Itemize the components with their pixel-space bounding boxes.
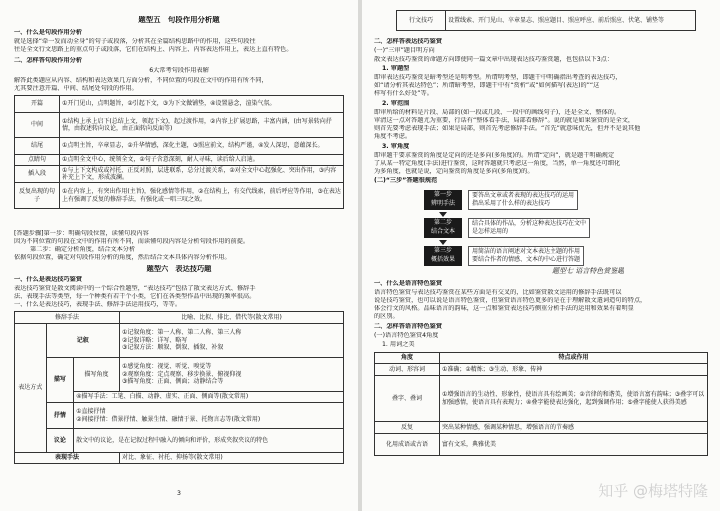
table-cell: 散文中的议论，是在记叙过程中融入的倾向和评价，形成夹叙夹议的特色	[74, 429, 344, 453]
table-cell: ①开门见山，点明题旨，②引起下文，③为下文做铺垫，④设置悬念，渲染气氛。	[60, 96, 344, 113]
expression-skills-table	[14, 311, 344, 464]
table-cell: 反复	[375, 422, 440, 434]
step-two-tag: 第二步 结合文本	[424, 218, 462, 238]
table-cell: ①与上下文构成或衬托、正反对照，层进联系，总分过渡关系，②对全文中心起强化、突出作用，③内容补充上下文，形成波澜。	[60, 166, 344, 183]
step-three-text: 用简洁的语言阐述对文本表达主题的作用 要结合作者的情感、文本的中心进行答题	[468, 246, 584, 266]
section-title: 一、什么是句段作用分析	[14, 29, 83, 36]
table-cell: ①感觉角度：视觉、听觉、嗅觉等 ②观察角度：定点观察、移步换景、俯视仰视 ③描写角度：正面、侧面；动静结合等	[120, 358, 344, 392]
table-cell: 反复出现的句子	[15, 183, 60, 209]
table-cell: 描写	[46, 358, 74, 403]
paragraph-line: 即审表达技巧鉴赏是暗考型还是明考型。所谓明考型，即题干中明确指出考查的表达技巧，	[374, 74, 622, 81]
paragraph-line: 即审题干要求鉴赏的角度是定向的还是多向(多角度)的。所谓“定向”，就是题干明确规定	[374, 152, 615, 159]
section-title: 一、什么是表达技巧鉴赏	[14, 276, 83, 283]
table-cell: ①增强语言的生动性、形象性，使语言具有绘画美；②音律的和谐美，使语言富有韵味；③叠字可以加强感情，使语言具有表现力；④叠字能使表达强化，起到强调作用；⑤叠字能使人获得美感	[440, 376, 708, 422]
table-cell: 表达方式	[15, 324, 47, 453]
table-cell: 开篇	[15, 96, 60, 113]
table-cell: 动词、形容词	[375, 364, 440, 376]
paragraph-line: 因为不同位置的句段在文中的作用有所不同，而读懂句段内容是分析句段作用的前提。	[14, 238, 250, 245]
sentence-function-table	[14, 95, 344, 209]
table-cell: 描写角度	[74, 358, 120, 392]
right-page	[362, 0, 720, 511]
table-cell: 特点或作用	[440, 353, 708, 364]
table-cell: 突出某种情感，强调某种情思，增强语言的节奏感	[440, 422, 708, 434]
table-cell: 行文技巧	[397, 11, 446, 31]
sub-heading: 2. 审范围	[382, 100, 410, 107]
section-title: 一、什么是语言特色鉴赏	[374, 280, 443, 287]
heading-type5: 题型五 句段作用分析题	[138, 16, 220, 24]
paragraph-line: 的区别。	[374, 313, 399, 320]
paragraph-line: 第二步：确定分析角度，结合文本分析	[30, 246, 136, 253]
step-one-tag: 第一步 辨明手法	[424, 190, 462, 210]
paragraph-line: 体会行文的风格。品味语言的韵味，这一点和鉴赏表达技巧侧重分析手法的运用和效果有着明显	[374, 305, 634, 312]
table-cell: 富有文采，典雅优美	[440, 434, 708, 456]
writing-skill-table	[396, 10, 696, 31]
paragraph-line: 则首先要考虑表现手法；如果是局部，则首先考虑修辞手法。“首先”就意味优先，但并不是说其他	[374, 125, 641, 132]
step-two-text: 结合具体的作品，分析这种表达技巧在文中 是怎样运用的	[468, 218, 590, 238]
paragraph-line: 审清这一点对答题尤为重要，行话有“整体看手法，局部看修辞”。说的就是如果鉴赏的是全文，	[374, 117, 635, 124]
paragraph-line: 了从某一特定角度(手法)进行鉴赏，这时答题就只考虑这一角度，当然，单一角度还可细化	[374, 160, 621, 167]
table-cell: 对比、象征、衬托、抑扬等(散文常用)	[120, 453, 344, 464]
paragraph-line: 依据句段位置，确定对句段作用分析的角度，然后结合文本具体内容分析作用。	[14, 254, 231, 261]
table-cell: ①准确；②精炼；③生动、形象、传神	[440, 364, 708, 376]
paragraph-line: 解答此类题应从内容、结构和表达效果几方面分析，不同位置的句段在文中的作用有所不同，	[14, 77, 268, 84]
table-cell: ①记叙角度：第一人称、第二人称、第三人称 ②记叙详略：详写、略写 ③记叙方法：顺叙、倒叙、插叙、补叙	[120, 324, 344, 358]
table-cell: 抒情	[46, 403, 74, 429]
table-cell: ①点明主旨，卒章显志，②升华情感，深化主题，③照应前文，结构严谨，④发人深思，意蕴深长。	[60, 138, 344, 155]
table-cell: 角度	[375, 353, 440, 364]
table-cell: 修辞手法	[15, 312, 120, 324]
table-cell: 比喻、比拟、排比、借代等(散文常用)	[120, 312, 344, 324]
section-title: 二、怎样答表达技巧鉴赏	[374, 38, 443, 45]
paragraph-line: 角度不考虑。	[374, 133, 412, 140]
table-cell: 记叙	[46, 324, 119, 358]
table-cell: 插入段	[15, 166, 60, 183]
paragraph-line: 即审所给的材料是片段、局部的(如一段或几段、一段中的画线句子)，还是全文、整体的。	[374, 109, 621, 116]
sub-heading: 1. 审题型	[382, 65, 410, 72]
handwritten-title: 题型七 语言特色赏鉴题	[552, 267, 625, 275]
watermark: 知乎 @梅塔特隆	[598, 482, 708, 500]
paragraph-line: 尤其要注意开篇、中间、结尾处句段的作用。	[14, 85, 138, 92]
section-title: 二、怎样答语言特色鉴赏	[374, 323, 443, 330]
table-cell: 设置线索、开门见山、卒章显志、照应题目、照应呼应、前后照应、伏笔、铺垫等	[446, 11, 696, 31]
left-page	[0, 0, 358, 511]
paragraph-line: 如“请分析其表达特色”；所谓暗考型，即题干中有“赏析”或“如何描写(表达)的”“这	[374, 82, 600, 89]
table-cell: ①在内容上，有突出作用(主旨)，强化感情等作用，②在结构上，有交代线索，前后呼应等作用，③在表达上有强调了反复的修辞手法，有强化或一唱三叹之效。	[60, 183, 344, 209]
table-cell: 化用成语或古语	[375, 434, 440, 456]
section-title: 二、怎样答句段作用分析	[14, 57, 83, 64]
paragraph-line: 样写有什么好处”等。	[374, 90, 433, 97]
sub-heading: 3. 审角度	[382, 143, 410, 150]
table-cell: ①点明全文中心，统领全文，②句子含意深刻，耐人寻味，读后给人启迪。	[60, 155, 344, 166]
down-arrow-icon	[439, 240, 447, 245]
paragraph-line: [答题步骤]第一步：明确句段位置，读懂句段内容	[14, 230, 149, 237]
paragraph-line: 说是技巧鉴赏，也可以说是语言特色鉴赏，但鉴赏语言特色更多的是在于理解散文遣词造句的特点，	[374, 297, 647, 304]
down-arrow-icon	[439, 212, 447, 217]
table-cell: 中间	[15, 113, 60, 138]
step-one-text: 要答出文章或者表现的表达技巧的运用 指出采用了什么样的表达技巧	[468, 190, 578, 210]
paragraph-line: 一、什么是表达技巧，表现手法、修辞手法运用技巧，等等。	[14, 301, 182, 308]
sub-heading: (二)“三步”答题很规范	[374, 177, 438, 184]
table-cell: ①结构上承上启下(总结上文，领起下文)，起过渡作用，②内容上扩展思路，丰富内涵，(由写景转向抒情，由叙述转向议论，由正面转向反面等)	[60, 113, 344, 138]
paragraph-line: 散文表达技巧鉴赏的命题方向即使同一篇文章中出现表达技巧鉴赏题，也包括以下3点：	[374, 56, 614, 63]
step-three-tag: 第三步 概括效果	[424, 246, 462, 266]
paragraph-line: 为多角度，也就是说，定向鉴赏的角度是多向(多角度)的。	[374, 168, 534, 175]
table-cell: ④描写手法：工笔、白描、动静、虚实、正面、侧面等(散文常用)	[74, 392, 344, 403]
paragraph-line: (一)语言特色鉴赏4角度	[374, 332, 439, 339]
word-beauty-table	[374, 352, 708, 456]
paragraph-line: 法、表现手法等类型，每一个种类有若干个小类，它们在各类型作品中出现的频率很高。	[14, 293, 256, 300]
table-caption: 6大常考句段作用表解	[149, 67, 209, 74]
table-cell: 叠字、叠词	[375, 376, 440, 422]
table-cell: 结尾	[15, 138, 60, 155]
table-cell: 议论	[46, 429, 74, 453]
table-cell: 点睛句	[15, 155, 60, 166]
paragraph-line: 往是全文行文思路上的重点句子或段落，它们在结构上、内容上、内容表达作用上，表达上直有特色。	[14, 46, 293, 53]
heading-type6: 题型六 表达技巧题	[146, 265, 212, 273]
paragraph-line: 语言特色鉴赏与表达技巧鉴赏在某些方面是有交叉的，比如鉴赏散文运用的修辞手法既可以	[374, 289, 622, 296]
paragraph-line: (一)“三审”题目明方向	[374, 47, 435, 54]
page-number: 3	[177, 490, 181, 497]
table-cell: ①直接抒情 ②间接抒情：借景抒情、触景生情、融情于景、托物言志等(散文常用)	[74, 403, 344, 429]
table-cell: 表现手法	[15, 453, 120, 464]
paragraph-line: 表达技巧鉴赏是散文阅读中的一个综合性题型，“表达技巧”包括了散文表达方式、修辞手	[14, 285, 256, 292]
sub-heading: 1. 用词之美	[382, 341, 415, 348]
paragraph-line: 就是选择“牵一发而动全身”的句子或段落，分析其在全篇结构思路中的作用，这些句段往	[14, 38, 256, 45]
